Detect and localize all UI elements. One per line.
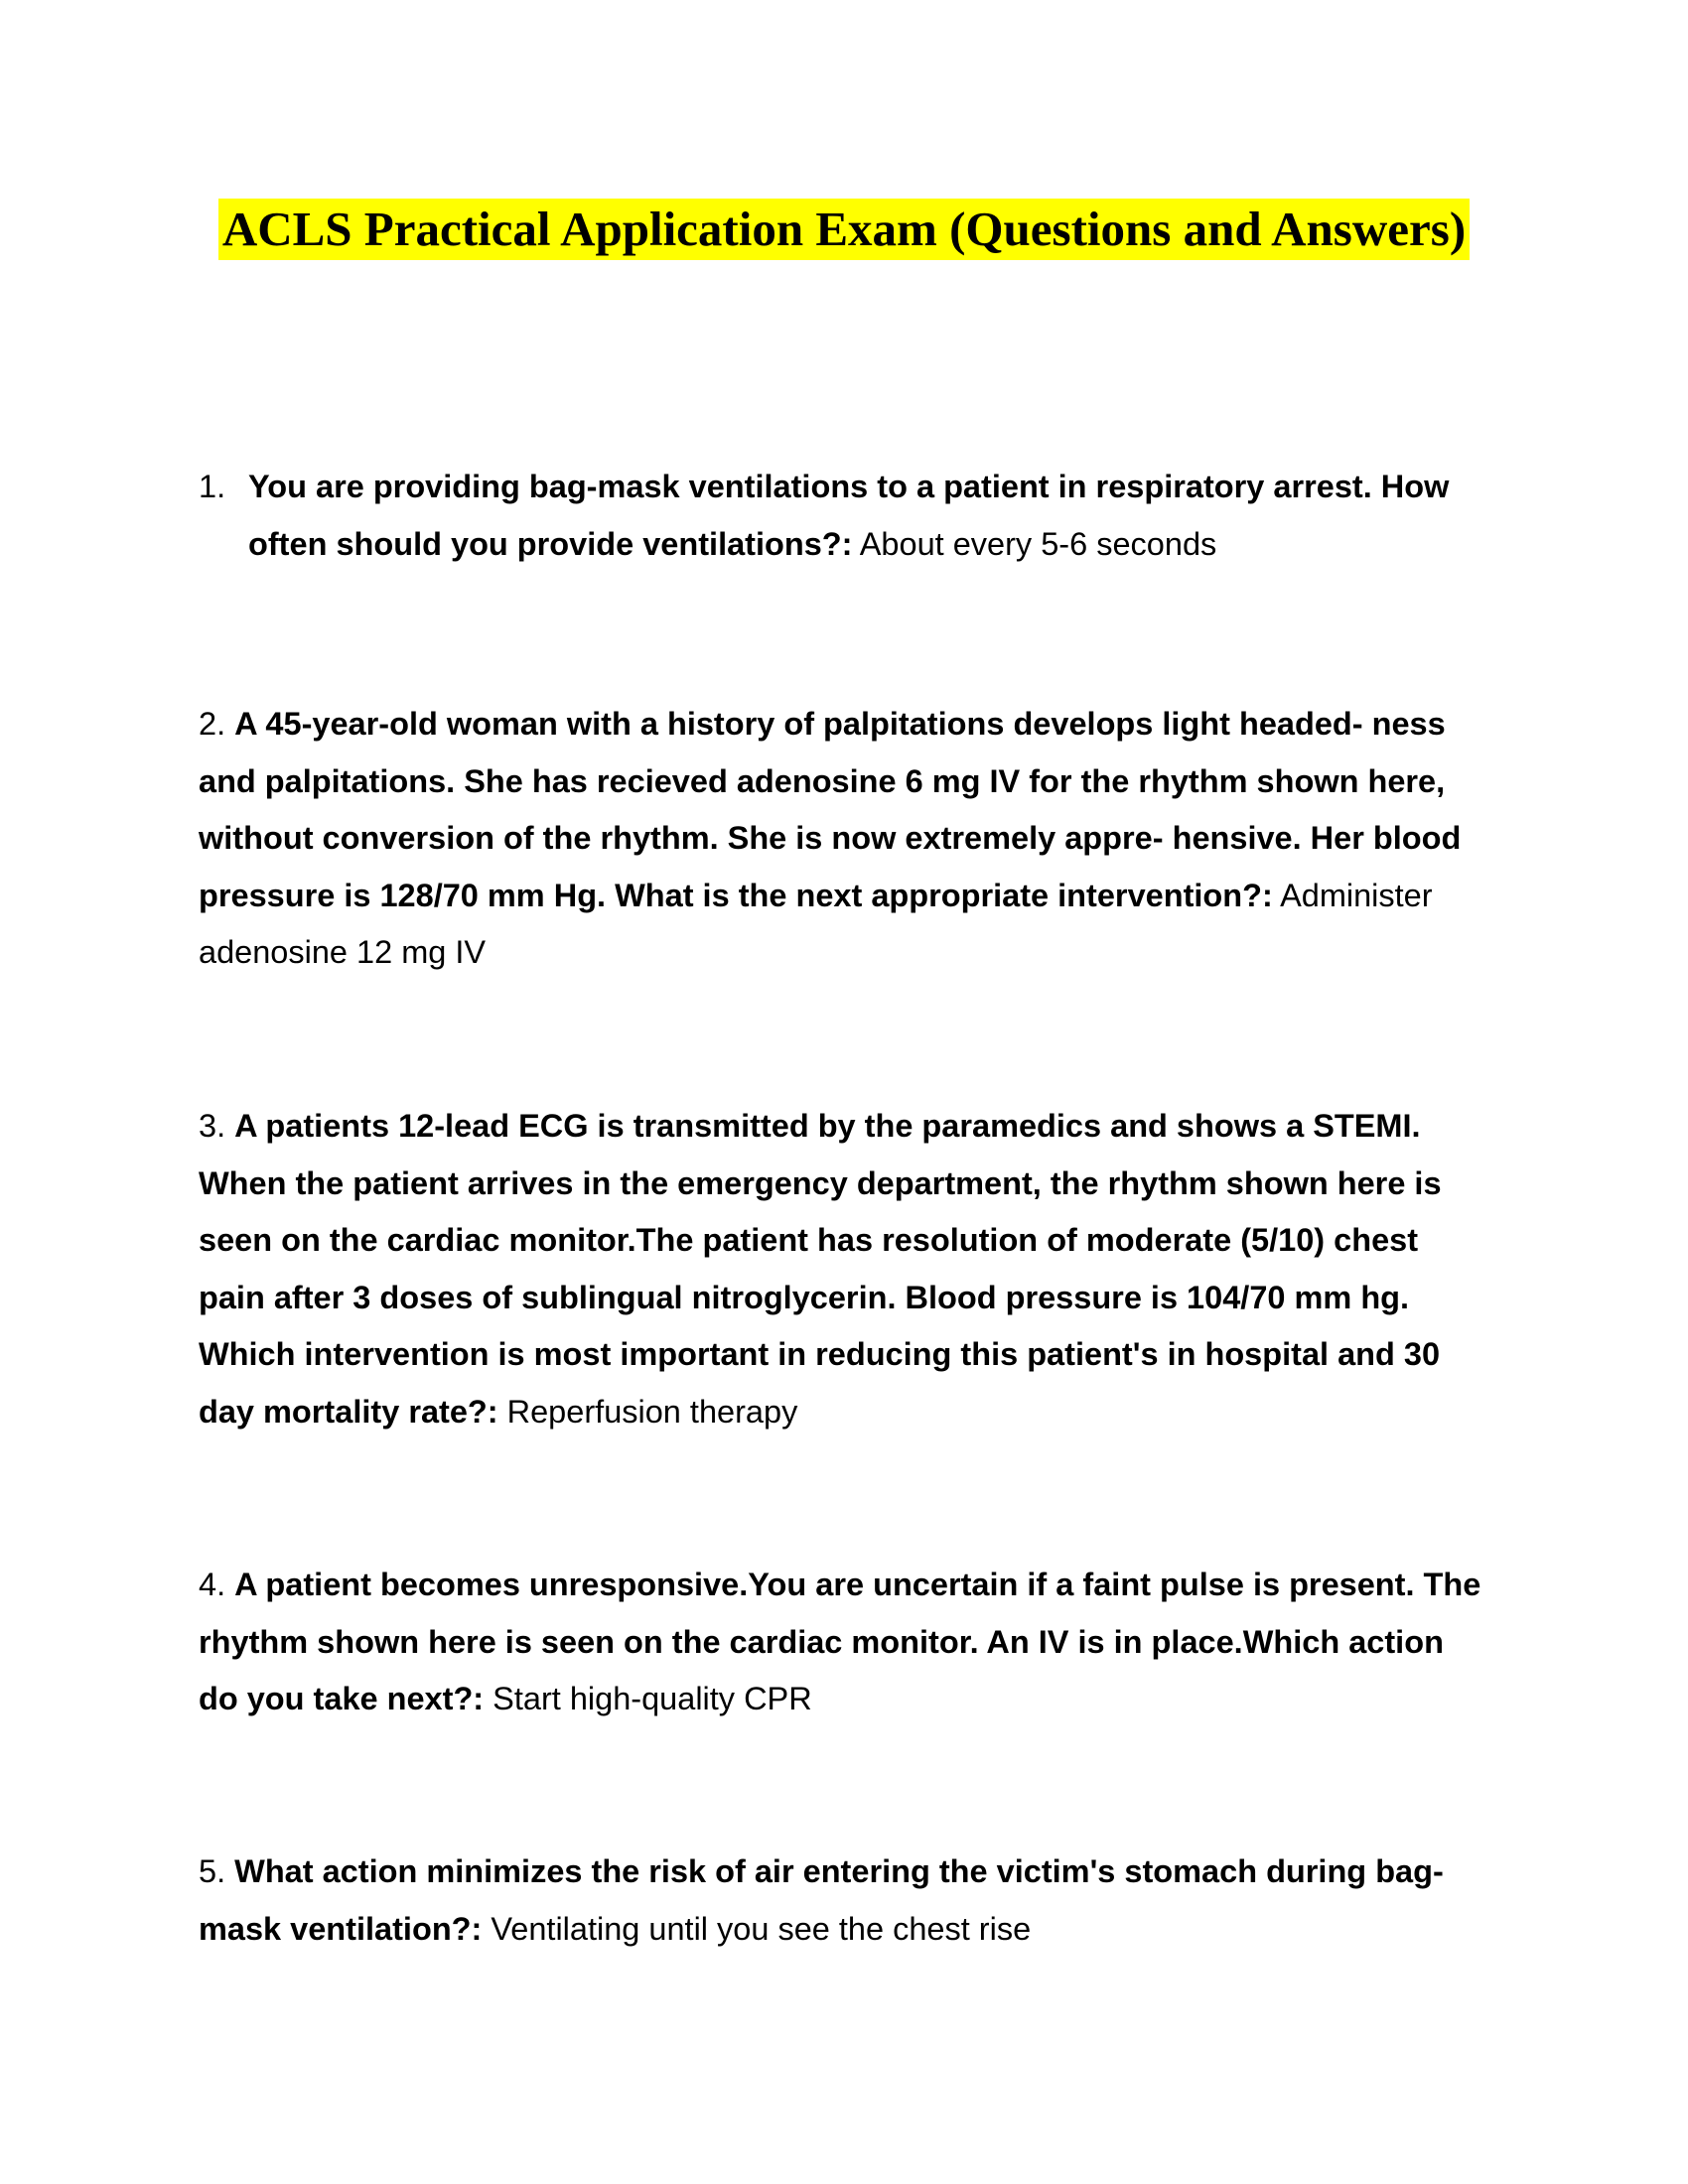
item-number: 1. [199, 469, 226, 504]
question-text: A patient becomes unresponsive.You are uncertain if a faint pulse is present. The rhythm shown here is seen on the cardiac monitor. An IV is in place.Which action do you take next?: [199, 1567, 1481, 1716]
item-number: 2. [199, 706, 226, 742]
document-title: ACLS Practical Application Exam (Questions and Answers) [218, 199, 1470, 260]
qa-item-5 [199, 1843, 1489, 1958]
question-text: You are providing bag-mask ventilations to a patient in respiratory arrest. How often should you provide ventilations?: [248, 469, 1450, 562]
answer-text: Start high-quality CPR [492, 1681, 812, 1716]
qa-item-3 [199, 1098, 1489, 1440]
item-number: 4. [199, 1567, 226, 1602]
answer-text: Administer adenosine 12 mg IV [199, 877, 1433, 970]
question-text: What action minimizes the risk of air entering the victim's stomach during bag-mask ventilation?: [199, 1853, 1444, 1947]
question-text: A patients 12-lead ECG is transmitted by the paramedics and shows a STEMI. When the patient arrives in the emergency department, the rhythm shown here is seen on the cardiac monitor.The patient has resolution of moderate (5/10) chest pain after 3 doses of sublingual nitroglycerin. Blood pressure is 104/70 mm hg. Which intervention is most important in reducing this patient's in hospital and 30 day mortality rate?: [199, 1108, 1442, 1430]
answer-text: Reperfusion therapy [506, 1393, 798, 1430]
qa-item-2 [199, 696, 1489, 982]
item-number: 3. [199, 1108, 226, 1144]
title-container [0, 199, 1688, 260]
qa-item-1 [199, 459, 1489, 573]
question-text: A 45-year-old woman with a history of palpitations develops light headed- ness and palpitations. She has recieved adenosine 6 mg IV for the rhythm shown here, without conversion of the rhythm. She is now extremely appre- hensive. Her blood pressure is 128/70 mm Hg. What is the next appropriate intervention?: [199, 706, 1462, 913]
qa-item-4 [199, 1557, 1489, 1728]
answer-text: Ventilating until you see the chest rise [491, 1910, 1032, 1947]
item-number: 5. [199, 1853, 226, 1889]
answer-text: About every 5-6 seconds [859, 525, 1217, 562]
